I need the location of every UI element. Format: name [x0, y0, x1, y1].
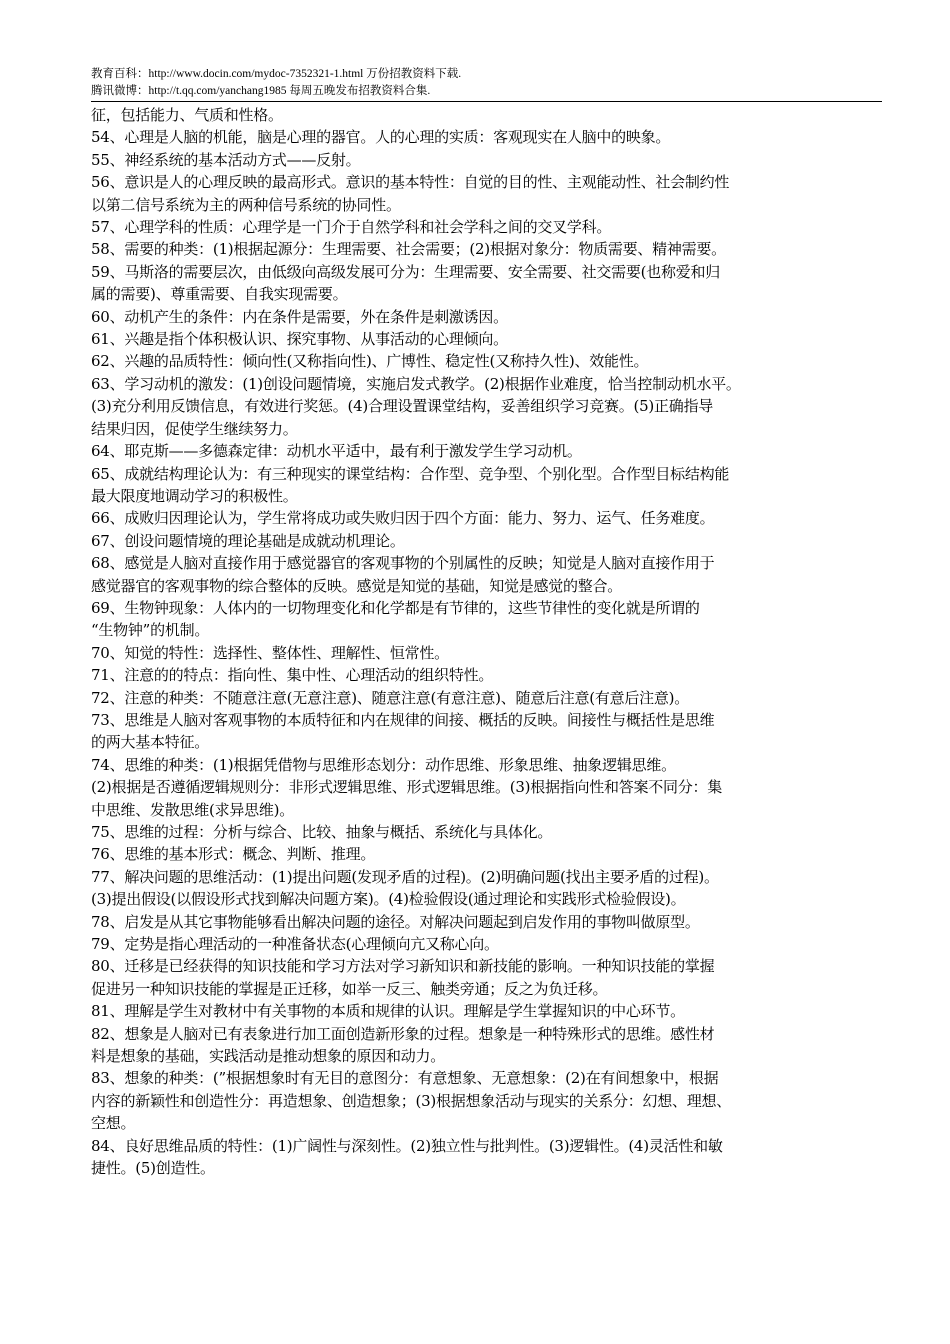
text-line: 55、神经系统的基本活动方式——反射。: [91, 150, 361, 169]
text-line: 58、需要的种类：(1)根据起源分：生理需要、社会需要；(2)根据对象分：物质需要、精神需要。: [91, 240, 726, 259]
text-line: 64、耶克斯——多德森定律：动机水平适中，最有利于激发学生学习动机。: [91, 442, 582, 461]
text-line: 78、启发是从其它事物能够看出解决问题的途径。对解决问题起到启发作用的事物叫做原型。: [91, 912, 700, 931]
text-line: 84、良好思维品质的特性：(1)广阔性与深刻性。(2)独立性与批判性。(3)逻辑性。(4)灵活性和敏: [91, 1136, 723, 1155]
header-divider: [91, 101, 882, 102]
text-line: 捷性。(5)创造性。: [91, 1159, 215, 1178]
text-line: 68、感觉是人脑对直接作用于感觉器官的客观事物的个别属性的反映；知觉是人脑对直接作用于: [91, 554, 715, 573]
text-line: 77、解决问题的思维活动：(1)提出问题(发现矛盾的过程)。(2)明确问题(找出主要矛盾的过程)。: [91, 867, 719, 886]
text-line: 71、注意的的特点：指向性、集中性、心理活动的组织特性。: [91, 666, 494, 685]
text-line: 81、理解是学生对教材中有关事物的本质和规律的认识。理解是学生掌握知识的中心环节。: [91, 1002, 685, 1021]
text-line: 征，包括能力、气质和性格。: [91, 106, 283, 124]
text-line: 83、想象的种类：(”根据想象时有无目的意图分：有意想象、无意想象：(2)在有间想象中，根据: [91, 1069, 719, 1088]
text-line: 75、思维的过程：分析与综合、比较、抽象与概括、系统化与具体化。: [91, 823, 553, 841]
text-line: 65、成就结构理论认为：有三种现实的课堂结构：合作型、竞争型、个别化型。合作型目标结构能: [91, 464, 730, 483]
text-line: 69、生物钟现象：人体内的一切物理变化和化学都是有节律的，这些节律性的变化就是所谓的: [91, 598, 700, 617]
text-line: 中思维、发散思维(求异思维)。: [91, 800, 294, 819]
page-header: [91, 66, 881, 100]
text-line: 料是想象的基础，实践活动是推动想象的原因和动力。: [91, 1047, 446, 1066]
document-body: [91, 104, 891, 1180]
text-line: 79、定势是指心理活动的一种准备状态(心理倾向亢又称心向。: [91, 935, 499, 954]
text-line: 56、意识是人的心理反映的最高形式。意识的基本特性：自觉的目的性、主观能动性、社会制约性: [91, 173, 730, 192]
text-line: 74、思维的种类：(1)根据凭借物与思维形态划分：动作思维、形象思维、抽象逻辑思维。: [91, 755, 676, 774]
text-line: 以第二信号系统为主的两种信号系统的协同性。: [91, 195, 401, 214]
text-line: 促进另一种知识技能的掌握是正迁移，如举一反三、触类旁通；反之为负迁移。: [91, 979, 608, 998]
text-line: 67、创设问题情境的理论基础是成就动机理论。: [91, 531, 405, 550]
text-line: 空想。: [91, 1114, 136, 1133]
text-line: 63、学习动机的激发：(1)创设问题情境，实施启发式教学。(2)根据作业难度，恰当控制动机水平。: [91, 374, 741, 393]
text-line: 内容的新颖性和创造性分：再造想象、创造想象；(3)根据想象活动与现实的关系分：幻想、理想、: [91, 1091, 732, 1110]
text-line: 59、马斯洛的需要层次，由低级向高级发展可分为：生理需要、安全需要、社交需要(也称爱和归: [91, 262, 720, 281]
text-line: 76、思维的基本形式：概念、判断、推理。: [91, 845, 376, 864]
text-line: 72、注意的种类：不随意注意(无意注意)、随意注意(有意注意)、随意后注意(有意后注意)。: [91, 688, 689, 707]
text-line: (3)充分利用反馈信息，有效进行奖惩。(4)合理设置课堂结构，妥善组织学习竞赛。(5)正确指导: [91, 397, 713, 416]
text-line: 最大限度地调动学习的积极性。: [91, 486, 298, 505]
text-line: 62、兴趣的品质特性：倾向性(又称指向性)、广博性、稳定性(又称持久性)、效能性。: [91, 352, 649, 371]
text-line: 60、动机产生的条件：内在条件是需要，外在条件是刺激诱因。: [91, 307, 508, 326]
text-line: (2)根据是否遵循逻辑规则分：非形式逻辑思维、形式逻辑思维。(3)根据指向性和答案不同分：集: [91, 778, 722, 797]
text-line: “生物钟”的机制。: [91, 621, 210, 640]
text-line: 57、心理学科的性质：心理学是一门介于自然学科和社会学科之间的交叉学科。: [91, 218, 612, 237]
text-line: 66、成败归因理论认为，学生常将成功或失败归因于四个方面：能力、努力、运气、任务难度。: [91, 509, 715, 528]
header-line-docin: 教育百科：http://www.docin.com/mydoc-7352321-1.html 万份招教资料下载.: [91, 68, 462, 80]
header-line-weibo: 腾讯微博：http://t.qq.com/yanchang1985 每周五晚发布招教资料合集.: [91, 85, 431, 97]
text-line: 82、想象是人脑对已有表象进行加工面创造新形象的过程。想象是一种特殊形式的思维。感性材: [91, 1024, 715, 1043]
text-line: 70、知觉的特性：选择性、整体性、理解性、恒常性。: [91, 643, 449, 662]
text-line: 的两大基本特征。: [91, 733, 210, 752]
text-line: 结果归因，促使学生继续努力。: [91, 419, 298, 438]
text-line: 73、思维是人脑对客观事物的本质特征和内在规律的间接、概括的反映。间接性与概括性是思维: [91, 710, 715, 729]
text-line: 80、迁移是已经获得的知识技能和学习方法对学习新知识和新技能的影响。一种知识技能的掌握: [91, 957, 715, 976]
text-line: 54、心理是人脑的机能，脑是心理的器官。人的心理的实质：客观现实在人脑中的映象。: [91, 128, 671, 147]
text-line: (3)提出假设(以假设形式找到解决问题方案)。(4)检验假设(通过理论和实践形式检验假设)。: [91, 890, 686, 909]
text-line: 感觉器官的客观事物的综合整体的反映。感觉是知觉的基础，知觉是感觉的整合。: [91, 576, 623, 595]
text-line: 属的需要)、尊重需要、自我实现需要。: [91, 285, 348, 304]
text-line: 61、兴趣是指个体积极认识、探究事物、从事活动的心理倾向。: [91, 330, 508, 349]
